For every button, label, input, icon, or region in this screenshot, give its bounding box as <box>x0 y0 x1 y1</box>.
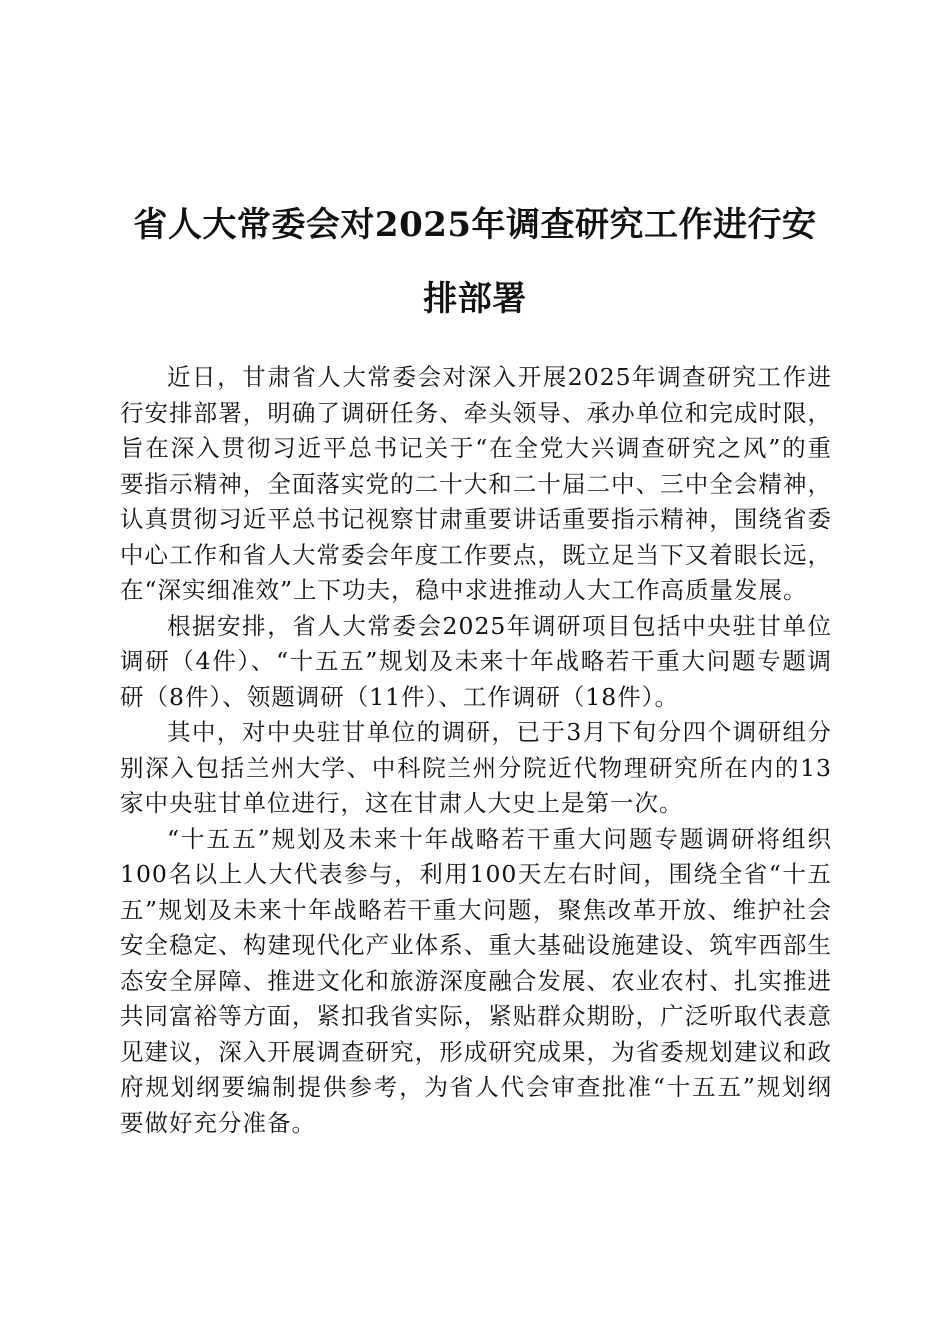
paragraph-3: 其中，对中央驻甘单位的调研，已于3月下旬分四个调研组分别深入包括兰州大学、中科院兰州分院近代物理研究所在内的13家中央驻甘单位进行，这在甘肃人大史上是第一次。 <box>120 718 832 817</box>
paragraph-1: 近日，甘肃省人大常委会对深入开展2025年调查研究工作进行安排部署，明确了调研任务、牵头领导、承办单位和完成时限，旨在深入贯彻习近平总书记关于“在全党大兴调查研究之风”的重要指示精神，全面落实党的二十大和二十届二中、三中全会精神，认真贯彻习近平总书记视察甘肃重要讲话重要指示精神，围绕省委中心工作和省人大常委会年度工作要点，既立足当下又着眼长远，在“深实细准效”上下功夫，稳中求进推动人大工作高质量发展。 <box>120 363 832 604</box>
paragraph-4: “十五五”规划及未来十年战略若干重大问题专题调研将组织100名以上人大代表参与，利用100天左右时间，围绕全省“十五五”规划及未来十年战略若干重大问题，聚焦改革开放、维护社会安全稳定、构建现代化产业体系、重大基础设施建设、筑牢西部生态安全屏障、推进文化和旅游深度融合发展、农业农村、扎实推进共同富裕等方面，紧扣我省实际，紧贴群众期盼，广泛听取代表意见建议，深入开展调查研究，形成研究成果，为省委规划建议和政府规划纲要编制提供参考，为省人代会审查批准“十五五”规划纲要做好充分准备。 <box>120 824 832 1137</box>
article-body <box>120 360 832 1141</box>
paragraph-2: 根据安排，省人大常委会2025年调研项目包括中央驻甘单位调研（4件）、“十五五”规划及未来十年战略若干重大问题专题调研（8件）、领题调研（11件）、工作调研（18件）。 <box>120 611 832 711</box>
page-title: 省人大常委会对2025年调查研究工作进行安排部署 <box>133 205 817 319</box>
